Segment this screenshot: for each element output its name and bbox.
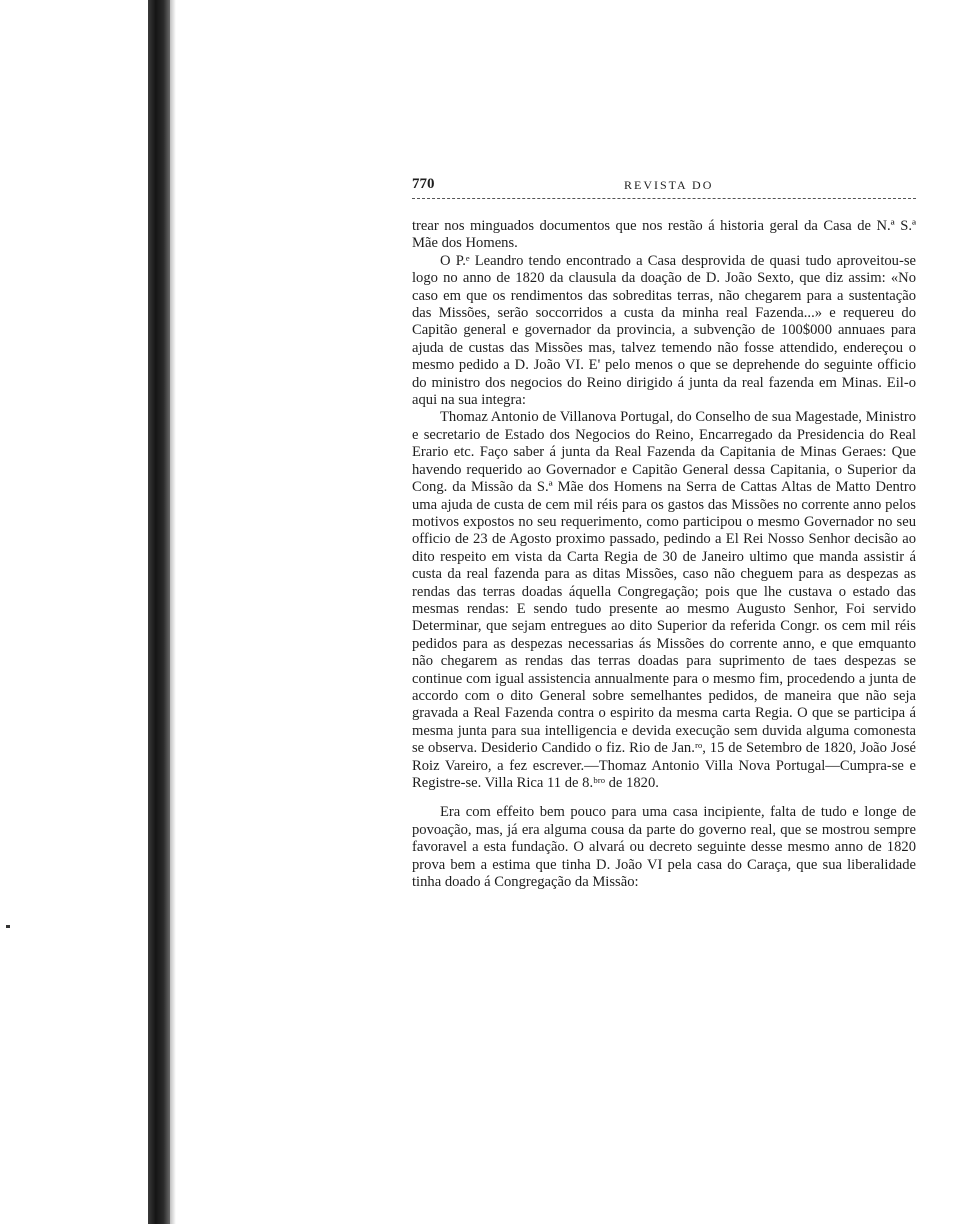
header-rule bbox=[412, 198, 916, 199]
gutter-shadow bbox=[170, 0, 176, 1224]
paragraph-decree: Thomaz Antonio de Villanova Portugal, do Conselho de sua Magestade, Ministro e secretario de Estado dos Negocios do Reino, Encarregado da Presidencia do Real Erario etc. Faço saber á junta da Real Fazenda da Capitania de Minas Geraes: Que havendo requerido ao Governador e Capitão General dessa Capitania, o Superior da Cong. da Missão da S.ª Mãe dos Homens na Serra de Cattas Altas de Matto Dentro uma ajuda de custa de cem mil réis para os gastos das Missões no corrente anno pelos motivos expostos no seu requerimento, como participou o mesmo Governador no seu officio de 23 de Agosto proximo passado, pedindo a El Rei Nosso Senhor decisão ao dito respeito em vista da Carta Regia de 30 de Janeiro ultimo que manda assistir á custa da real fazenda para as ditas Missões, caso não cheguem para as despezas as rendas das terras doadas áquella Congregação; pois que lhe custava o estado das mesmas rendas: E sendo tudo presente ao mesmo Augusto Senhor, Foi servido Determinar, que sejam entregues ao dito Superior da referida Congr. os cem mil réis pedidos para as despezas necessarias ás Missões do corrente anno, e que emquanto não chegarem as rendas das terras doadas para suprimento de taes despezas se continue com igual assistencia annualmente para o mesmo fim, procedendo a junta de accordo com o dito General sobre semelhantes pedidos, de maneira que não seja gravada a Real Fazenda contra o espirito da mesma carta Regia. O que se participa á mesma junta para sua intelligencia e devida execução sem duvida alguma comonesta se observa. Desiderio Candido o fiz. Rio de Jan.ʳᵒ, 15 de Setembro de 1820, João José Roiz Vareiro, a fez escrever.—Thomaz Antonio Villa Nova Portugal—Cumpra-se e Registre-se. Villa Rica 11 de 8.ᵇʳᵒ de 1820. bbox=[412, 409, 916, 791]
book-spine-shadow bbox=[148, 0, 170, 1224]
body-text bbox=[412, 218, 916, 891]
running-head: REVISTA DO bbox=[624, 178, 714, 192]
scan-speck bbox=[6, 925, 10, 928]
paragraph-leandro: O P.ᵉ Leandro tendo encontrado a Casa desprovida de quasi tudo aproveitou-se logo no anno de 1820 da clausula da doação de D. João Sexto, que diz assim: «No caso em que os rendimentos das sobreditas terras, não chegarem para a sustentação das Missões, serão soccorridos a custa da minha real Fazenda...» e requereu do Capitão general e governador da provincia, a subvenção de 100$000 annuaes para ajuda de custas das Missões mas, talvez temendo não fosse attendido, endereçou o mesmo pedido a D. João VI. E' pelo menos o que se deprehende do seguinte officio do ministro dos negocios do Reino dirigido á junta da real fazenda em Minas. Eil-o aqui na sua integra: bbox=[412, 252, 916, 409]
paragraph-closing: Era com effeito bem pouco para uma casa incipiente, falta de tudo e longe de povoação, mas, já era alguma cousa da parte do governo real, que se mostrou sempre favoravel a esta fundação. O alvará ou decreto seguinte desse mesmo anno de 1820 prova bem a estima que tinha D. João VI pela casa do Caraça, que sua liberalidade tinha doado á Congregação da Missão: bbox=[412, 804, 916, 891]
book-page bbox=[412, 176, 916, 891]
page-number: 770 bbox=[412, 176, 435, 192]
paragraph-continuation: trear nos minguados documentos que nos restão á historia geral da Casa de N.ª S.ª Mãe dos Homens. bbox=[412, 218, 916, 252]
page-header bbox=[412, 176, 916, 200]
